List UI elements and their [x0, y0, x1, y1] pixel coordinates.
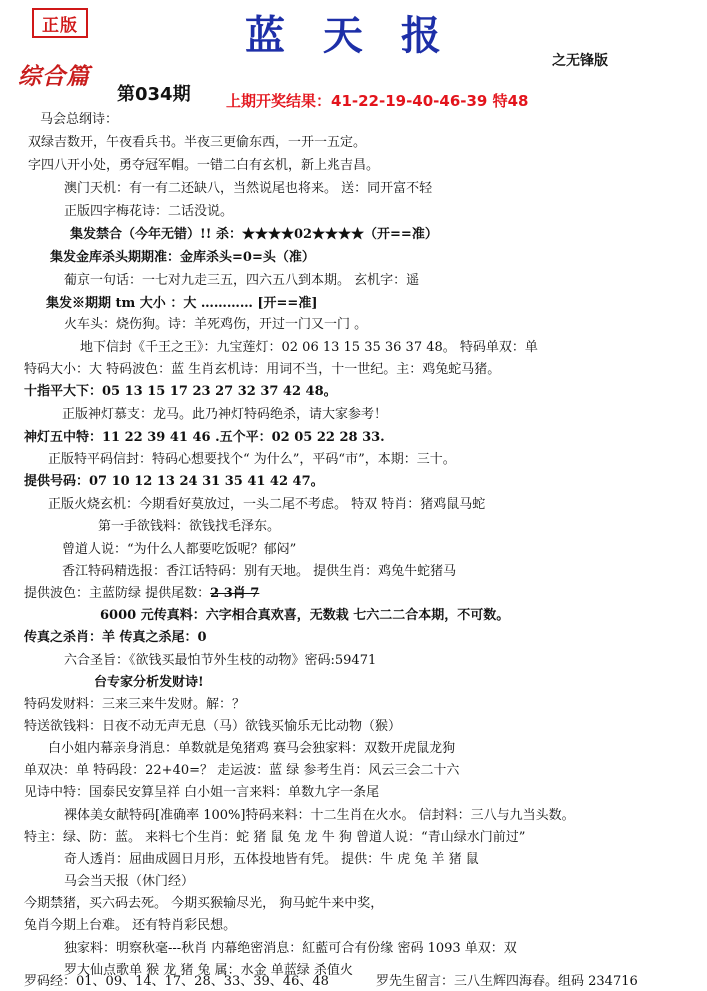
- text-line: 集发金库杀头期期准：金库杀头=0=头（准）: [50, 250, 315, 265]
- text-line: 罗码经：01、09、14、17、28、33、39、46、48: [24, 974, 329, 989]
- text-line: 特码发财料：三来三来牛发财。解：？: [24, 697, 246, 712]
- text-line: 字四八开小处，勇夺冠军帽。一错二白有玄机，新上兆吉昌。: [28, 158, 380, 173]
- text-line: 正版特平码信封：特码心想要找个“ 为什么”，平码“市”，本期：三十。: [48, 452, 456, 467]
- text-line: 6000 元传真料：六字相合真欢喜，无数栽 七六二二合本期，不可数。: [100, 608, 510, 623]
- text-line: 奇人透肖：屈曲成圆日月形，五体投地皆有凭。 提供：牛 虎 兔 羊 猪 鼠: [64, 852, 479, 867]
- text-line: 罗大仙点歌单 猴 龙 猪 兔 属：水金 单蓝绿 杀值火: [64, 963, 353, 978]
- text-line: 曾道人说：“为什么人都要吃饭呢？郁闷”: [62, 542, 297, 557]
- text-line: [24, 586, 259, 602]
- newspaper-title: 蓝 天 报: [245, 12, 453, 59]
- text-line: 葡京一句话：一七对九走三五，四六五八到本期。 玄机字：遥: [64, 273, 420, 288]
- text-line: 独家料：明察秋毫---秋肖 内幕绝密消息：紅藍可合有份缘 密码 1093 单双：双: [64, 941, 517, 956]
- text-line: 集发禁合（今年无错）!! 杀：★★★★02★★★★（开==准）: [70, 227, 438, 242]
- text-line: 正版神灯慕支：龙马。此乃神灯特码绝杀，请大家参考！: [62, 407, 388, 422]
- text-line: 单双决：单 特码段：22+40=？ 走运波：蓝 绿 参考生肖：风云三会二十六: [24, 763, 460, 778]
- text-line: 提供号码：07 10 12 13 24 31 35 41 42 47。: [24, 474, 324, 489]
- text-line: 马会总纲诗：: [40, 112, 119, 127]
- text-line: 兔肖今期上台难。 还有特肖彩民想。: [24, 918, 237, 933]
- text-line: 澳门天机：有一有二还缺八，当然说尾也将来。 送：同开富不轻: [64, 181, 433, 196]
- edition-stamp: 正版: [32, 8, 88, 38]
- text-line: 正版四字梅花诗：二话没说。: [64, 204, 234, 219]
- text-line: 第一手欲钱料：欲钱找毛泽东。: [98, 519, 281, 534]
- last-draw-result: 上期开奖结果：41-22-19-40-46-39 特48: [226, 92, 529, 110]
- text-line: 特送欲钱料：日夜不动无声无息（马）欲钱买愉乐无比动物（猴）: [24, 719, 402, 734]
- text-line: 马会当天报（休门经）: [64, 874, 195, 889]
- text-line: 六合圣旨：《欲钱买最怕节外生枝的动物》密码:59471: [64, 653, 377, 668]
- edition-label: 之无锋版: [552, 53, 608, 69]
- tail-number-label: 提供波色：主蓝防绿 提供尾数：: [24, 586, 211, 601]
- text-line: 白小姐内幕亲身消息：单数就是兔猪鸡 赛马会独家料：双数开虎鼠龙狗: [48, 741, 456, 756]
- struck-tail-numbers: 2 3肖 7: [210, 586, 260, 601]
- text-line: 特码大小：大 特码波色：蓝 生肖玄机诗：用词不当，十一世纪。主：鸡兔蛇马猪。: [24, 362, 501, 377]
- text-line: 台专家分析发财诗!: [94, 675, 204, 690]
- text-line: 正版火烧玄机：今期看好莫放过，一头二尾不考虑。 特双 特肖：猪鸡鼠马蛇: [48, 497, 486, 512]
- text-line: 神灯五中特：11 22 39 41 46 .五个平：02 05 22 28 33.: [24, 430, 385, 445]
- text-line: 集发※期期 tm 大小 ：大 ………… [开==准]: [46, 296, 318, 311]
- text-line: 罗先生留言：三八生辉四海春。组码 234716: [376, 974, 638, 989]
- issue-number: 第034期: [117, 84, 191, 105]
- text-line: 香江特码精选报：香江话特码：别有天地。 提供生肖：鸡兔牛蛇猪马: [62, 564, 457, 579]
- text-line: 传真之杀肖：羊 传真之杀尾：0: [24, 630, 207, 645]
- text-line: 今期禁猪，买六码去死。 今期买猴输尽光， 狗马蛇牛来中奖，: [24, 896, 384, 911]
- text-line: 见诗中特：国泰民安算呈祥 白小姐一言来料：单数九字一条尾: [24, 785, 380, 800]
- text-line: 裸体美女献特码[准确率 100%]特码来料：十二生肖在火水。 信封料：三八与九当头数。: [64, 808, 575, 823]
- text-line: 十指平大下：05 13 15 17 23 27 32 37 42 48。: [24, 384, 337, 399]
- text-line: 火车头：烧伤狗。诗：羊死鸡伤，开过一门又一门 。: [64, 317, 368, 332]
- section-title: 综合篇: [18, 63, 90, 90]
- text-line: 地下信封《千王之王》：九宝莲灯：02 06 13 15 35 36 37 48。 特码单双：单: [80, 340, 538, 355]
- text-line: 特主：绿、防：蓝。 来料七个生肖：蛇 猪 鼠 兔 龙 牛 狗 曾道人说：“青山绿水门前过”: [24, 830, 526, 845]
- text-line: 双绿吉数开，午夜看兵书。半夜三更偷东西，一开一五定。: [28, 135, 367, 150]
